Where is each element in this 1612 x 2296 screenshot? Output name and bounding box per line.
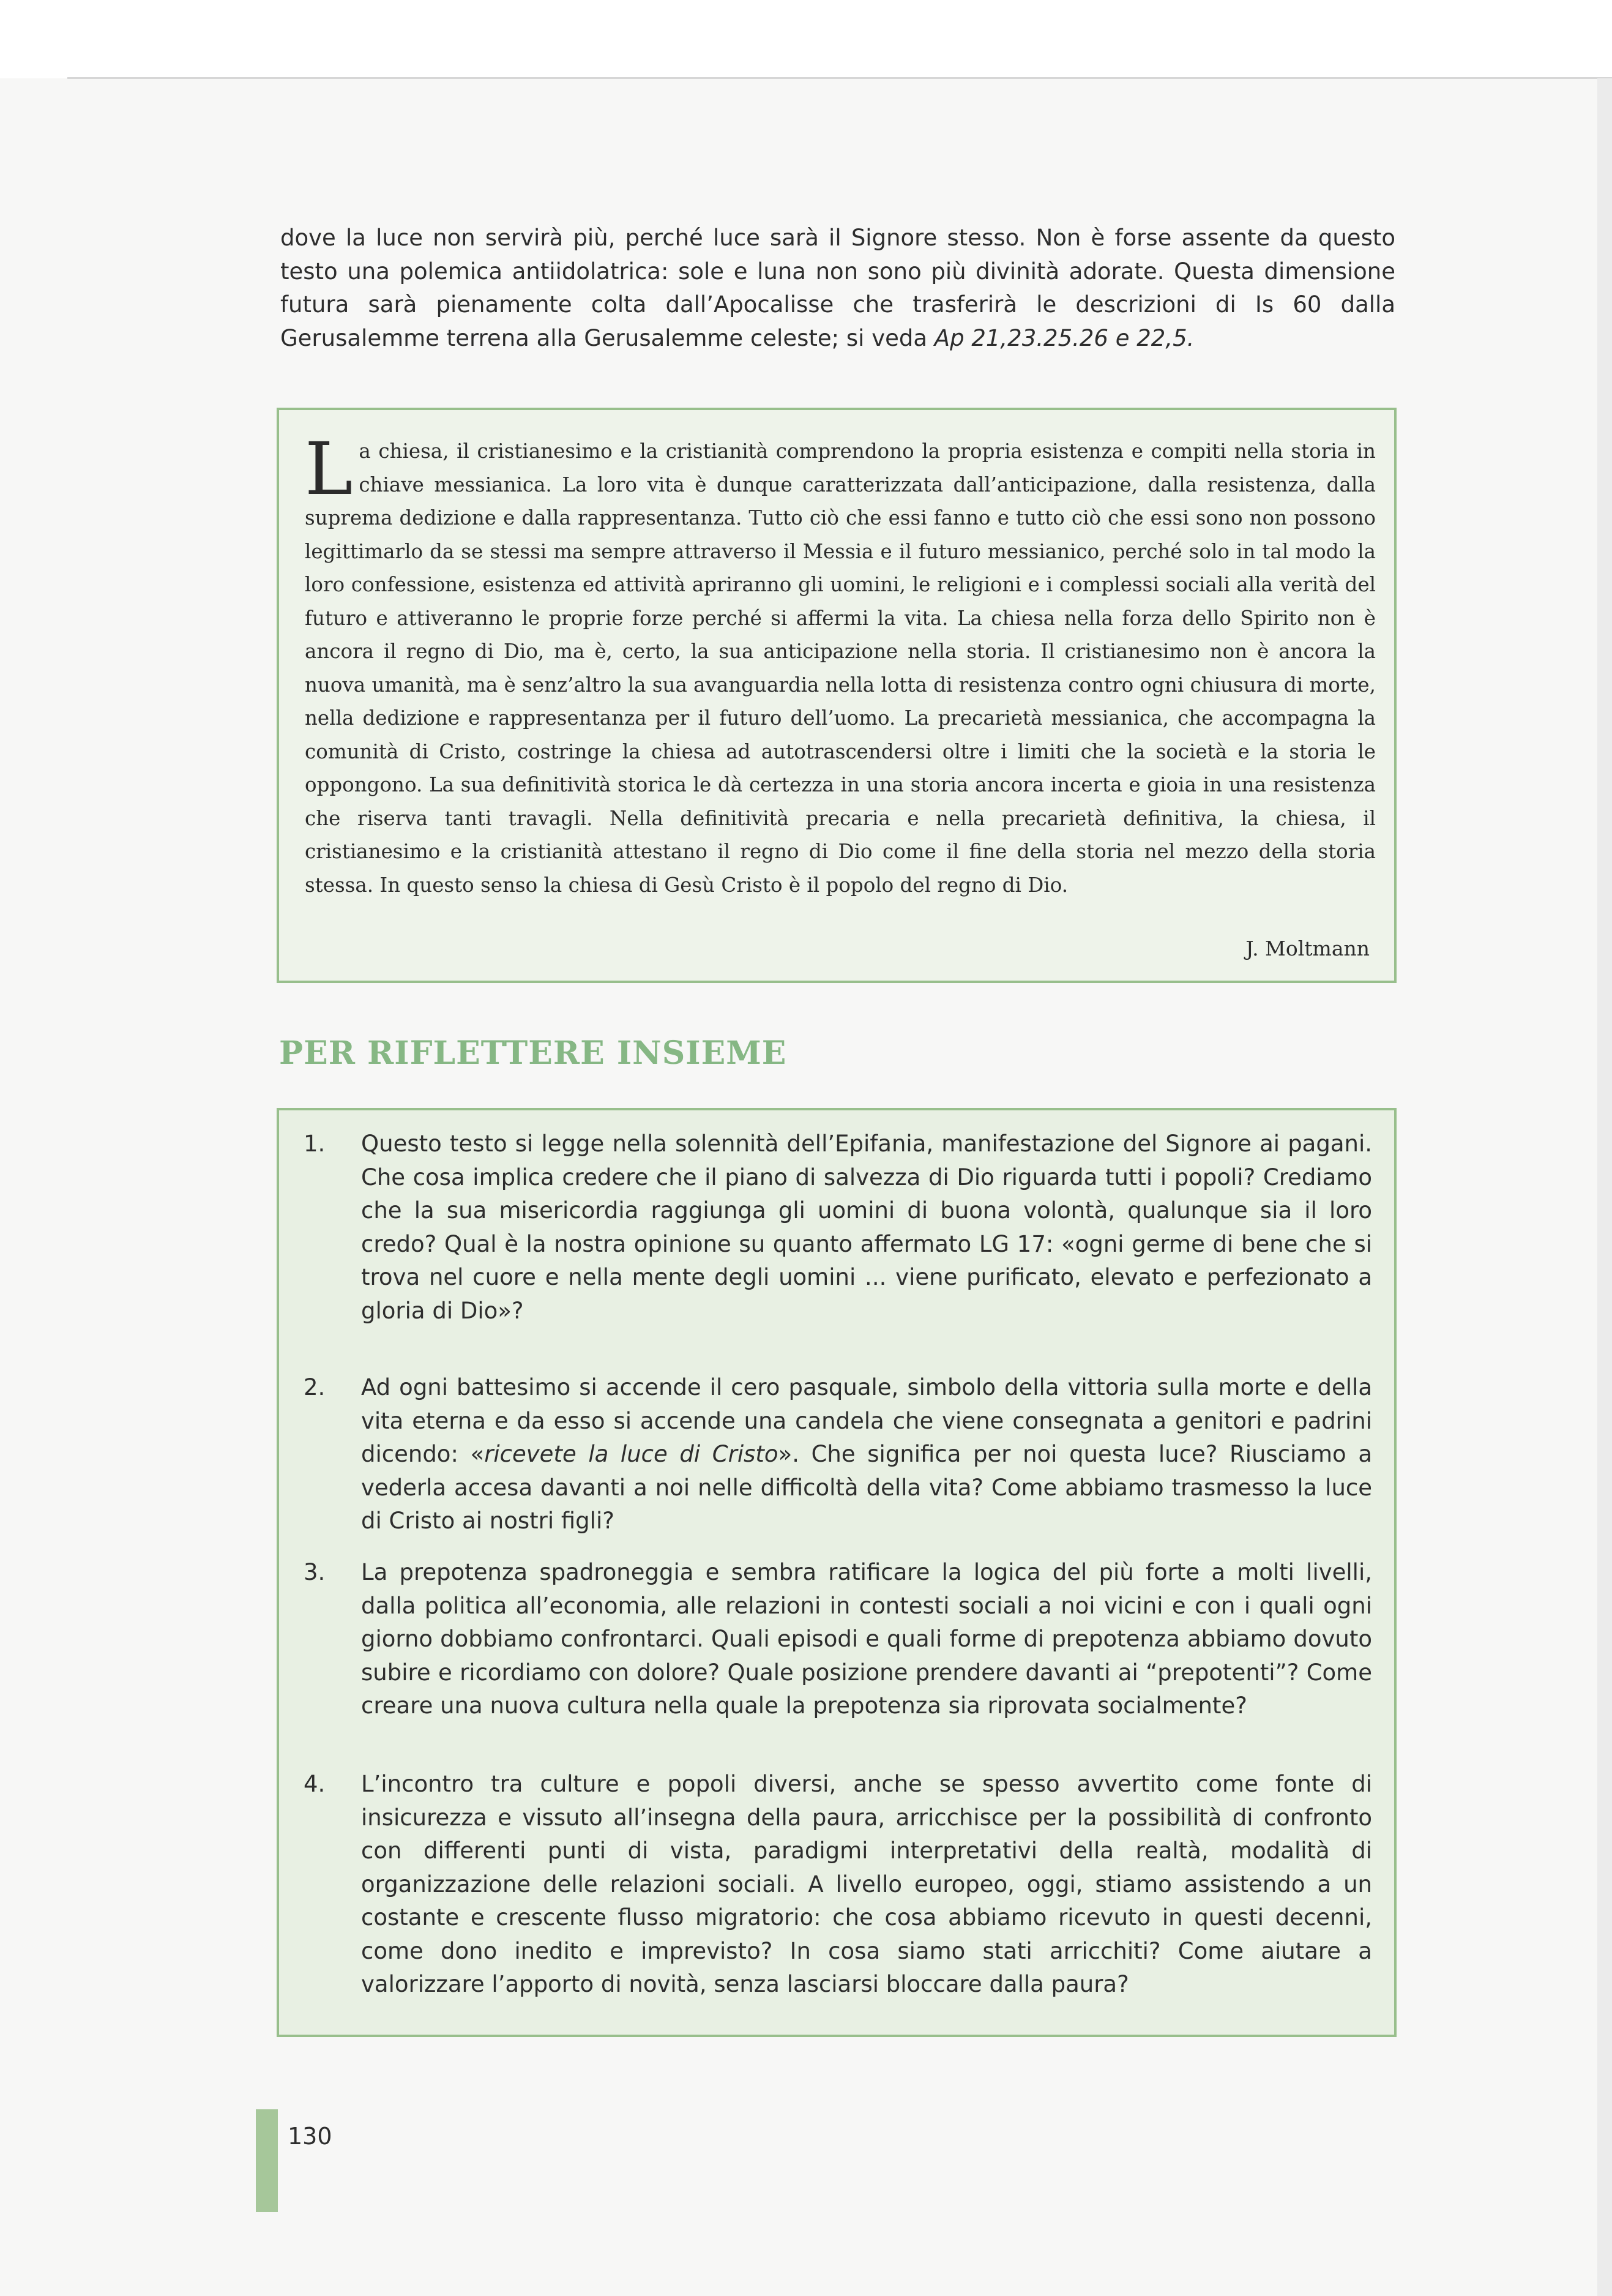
questions-list [279, 1110, 1394, 2035]
intro-paragraph [280, 222, 1395, 355]
question-number: 4. [304, 1771, 326, 1797]
intro-text: dove la luce non servirà più, perché luce sarà il Signore stesso. Non è forse assente da questo testo una polemica antiidolatrica: sole e luna non sono più divinità adorate. Questa dimensione futura sarà pienamente colta dall’Apocalisse che trasferirà le descrizioni di Is 60 dalla Gerusalemme terrena alla Gerusalemme celeste; si veda [280, 225, 1395, 351]
quote-box [277, 408, 1397, 983]
quote-dropcap: L [305, 427, 353, 511]
question-number: 3. [304, 1559, 326, 1585]
question-text-after: ». Che significa per noi questa luce? Riusciamo a vederla accesa davanti a noi nelle difficoltà della vita? Come abbiamo trasmesso la luce di Cristo ai nostri figli? [361, 1441, 1372, 1534]
page-number-bar [256, 2109, 278, 2212]
section-title: PER RIFLETTERE INSIEME [279, 1034, 787, 1072]
page-edge-divider [67, 77, 1612, 79]
question-text: L’incontro tra culture e popoli diversi, anche se spesso avvertito come fonte di insicurezza e vissuto all’insegna della paura, arricchisce per la possibilità di confronto con differenti punti di vista, paradigmi interpretativi della realtà, modalità di organizzazione delle relazioni sociali. A livello europeo, oggi, stiamo assistendo a un costante e crescente flusso migratorio: che cosa abbiamo ricevuto in questi decenni, come dono inedito e imprevisto? In cosa siamo stati arricchiti? Come aiutare a valorizzare l’apporto di novità, senza lasciarsi bloccare dalla paura? [361, 1771, 1372, 1997]
question-text-before: Ad ogni battesimo si accende il cero pasquale, simbolo della vittoria sulla morte e della vita eterna e da esso si accende una candela che viene consegnata a genitori e padrini dicendo: « [361, 1374, 1372, 1467]
quote-text: a chiesa, il cristianesimo e la cristianità comprendono la propria esistenza e compiti nella storia in chiave messianica. La loro vita è dunque caratterizzata dall’anticipazione, dalla resistenza, dalla suprema dedizione e dalla rappresentanza. Tutto ciò che essi fanno e tutto ciò che essi sono non possono legittimarlo da se stessi ma sempre attraverso il Messia e il futuro messianico, perché solo in tal modo la loro confessione, esistenza ed attività apriranno gli uomini, le religioni e i complessi sociali alla verità del futuro e attiveranno le proprie forze perché si affermi la vita. La chiesa nella forza dello Spirito non è ancora il regno di Dio, ma è, certo, la sua anticipazione nella storia. Il cristianesimo non è ancora la nuova umanità, ma è senz’altro la sua avanguardia nella lotta di resistenza contro ogni chiusura di morte, nella dedizione e rappresentanza per il futuro dell’uomo. La precarietà messianica, che accompagna la comunità di Cristo, costringe la chiesa ad autotrascendersi oltre i limiti che la società e la storia le oppongono. La sua definitività storica le dà certezza in una storia ancora incerta e gioia in una resistenza che riserva tanti travagli. Nella definitività precaria e nella precarietà definitiva, la chiesa, il cristianesimo e la cristianità attestano il regno di Dio come il fine della storia nel mezzo della storia stessa. In questo senso la chiesa di Gesù Cristo è il popolo del regno di Dio. [305, 439, 1376, 897]
intro-reference: Ap 21,23.25.26 e 22,5. [934, 324, 1195, 351]
page-right-edge [1597, 78, 1612, 2296]
page-number: 130 [288, 2123, 332, 2150]
quote-paragraph [305, 427, 1376, 902]
question-text: Questo testo si legge nella solennità dell’Epifania, manifestazione del Signore ai pagani. Che cosa implica credere che il piano di salvezza di Dio riguarda tutti i popoli? Crediamo che la sua misericordia raggiunga gli uomini di buona volontà, qualunque sia il loro credo? Qual è la nostra opinione su quanto affermato LG 17: «ogni germe di bene che si trova nel cuore e nella mente degli uomini ... viene purificato, elevato e perfezionato a gloria di Dio»? [361, 1131, 1372, 1324]
question-number: 2. [304, 1374, 326, 1400]
questions-box [277, 1108, 1397, 2037]
question-number: 1. [304, 1131, 326, 1157]
question-quote: ricevete la luce di Cristo [484, 1441, 778, 1467]
page-top-margin [0, 0, 1612, 78]
question-text [361, 1371, 1372, 1538]
question-text: La prepotenza spadroneggia e sembra ratificare la logica del più forte a molti livelli, dalla politica all’economia, alle relazioni in contesti sociali a noi vicini e con i quali ogni giorno dobbiamo confrontarci. Quali episodi e quali forme di prepotenza abbiamo dovuto subire e ricordiamo con dolore? Quale posizione prendere davanti ai “prepotenti”? Come creare una nuova cultura nella quale la prepotenza sia riprovata socialmente? [361, 1559, 1372, 1719]
quote-author: J. Moltmann [1245, 937, 1370, 960]
